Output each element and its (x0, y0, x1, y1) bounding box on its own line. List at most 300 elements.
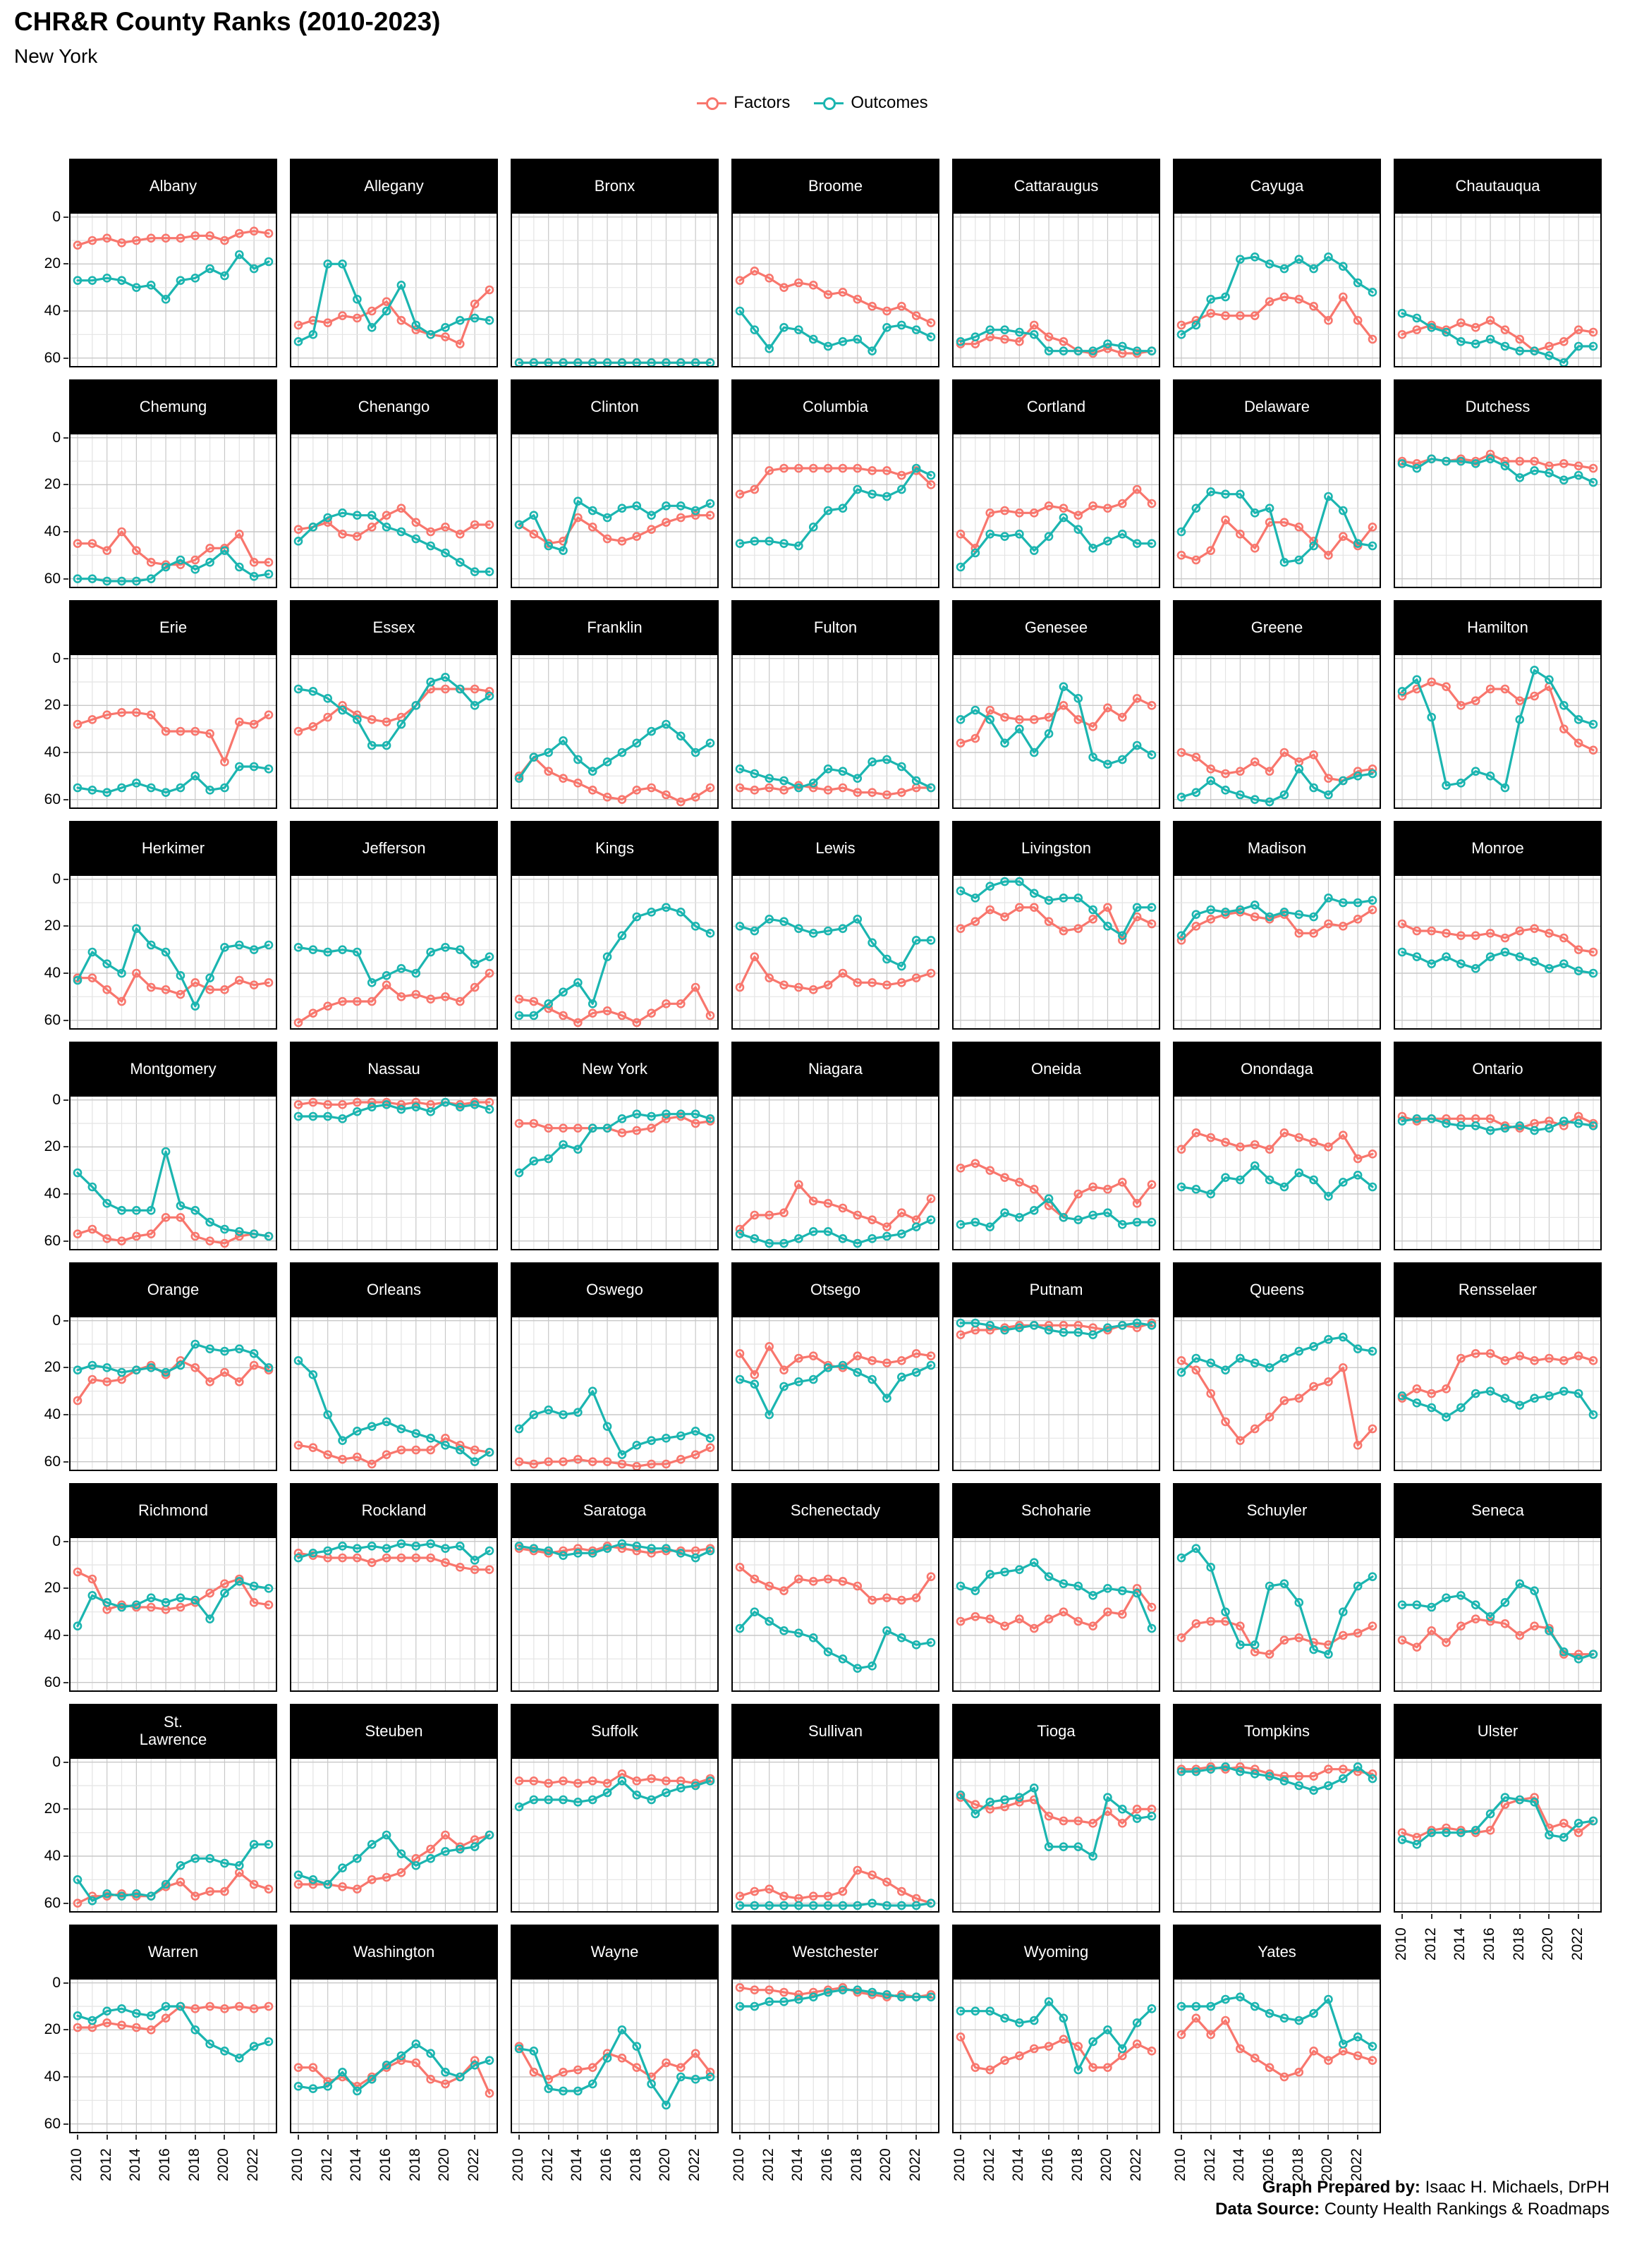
facet-title: Ulster (1394, 1704, 1602, 1757)
facet-lewis (731, 821, 939, 1030)
facet-title: Rensselaer (1394, 1262, 1602, 1316)
y-axis-label: 20 (44, 1359, 61, 1376)
facet-panel (290, 1095, 498, 1250)
y-axis-tick (63, 1414, 68, 1415)
facet-kings (511, 821, 719, 1030)
facet-panel (69, 1757, 277, 1913)
x-axis-label: 2014 (789, 2148, 806, 2181)
facet-panel (952, 654, 1160, 809)
y-axis-tick (63, 1367, 68, 1368)
y-axis-label: 0 (52, 1974, 61, 1991)
x-axis-tick (518, 2135, 520, 2140)
x-axis-label: 2018 (185, 2148, 202, 2181)
facet-rensselaer (1394, 1262, 1602, 1471)
x-axis-label: 2020 (1098, 2148, 1115, 2181)
x-axis-tick (798, 2135, 799, 2140)
x-axis-tick (739, 2135, 741, 2140)
facet-title: Wyoming (952, 1925, 1160, 1978)
x-axis-label: 2010 (68, 2148, 85, 2181)
x-axis-label: 2016 (377, 2148, 394, 2181)
y-axis-tick (63, 752, 68, 753)
facet-title: Greene (1173, 600, 1381, 654)
y-axis-tick (63, 484, 68, 485)
y-axis-label: 40 (44, 744, 61, 760)
x-axis-label: 2022 (1569, 1927, 1586, 1961)
facet-wyoming (952, 1925, 1160, 2133)
x-axis-label: 2016 (819, 2148, 836, 2181)
y-axis-label: 60 (44, 1011, 61, 1028)
facet-dutchess (1394, 379, 1602, 588)
x-axis-label: 2014 (1010, 2148, 1027, 2181)
x-axis-tick (415, 2135, 417, 2140)
y-axis-tick (63, 358, 68, 359)
facet-panel (69, 1978, 277, 2133)
x-axis-tick (356, 2135, 358, 2140)
facet-jefferson (290, 821, 498, 1030)
x-axis-tick (827, 2135, 829, 2140)
y-axis-tick (63, 2076, 68, 2078)
facet-bronx (511, 159, 719, 367)
facet-chautauqua (1394, 159, 1602, 367)
facet-onondaga (1173, 1042, 1381, 1250)
facet-panel (511, 433, 719, 588)
facet-title: Fulton (731, 600, 939, 654)
facet-title: Allegany (290, 159, 498, 212)
facet-panel (1173, 212, 1381, 367)
facet-panel (290, 1316, 498, 1471)
y-axis-label: 60 (44, 349, 61, 366)
x-axis-label: 2020 (215, 2148, 232, 2181)
facet-queens (1173, 1262, 1381, 1471)
y-axis-tick (63, 1461, 68, 1463)
x-axis-tick (224, 2135, 225, 2140)
x-axis-label: 2014 (348, 2148, 365, 2181)
y-axis-label: 0 (52, 1312, 61, 1329)
y-axis-tick (63, 531, 68, 532)
facet-title: Oneida (952, 1042, 1160, 1095)
facet-title: Onondaga (1173, 1042, 1381, 1095)
x-axis-tick (1357, 2135, 1358, 2140)
facet-title: Clinton (511, 379, 719, 433)
x-axis-label: 2016 (157, 2148, 174, 2181)
y-axis-label: 60 (44, 1232, 61, 1249)
x-axis-label: 2010 (951, 2148, 968, 2181)
facet-title: Monroe (1394, 821, 1602, 874)
facet-title: Madison (1173, 821, 1381, 874)
x-axis-label: 2018 (627, 2148, 644, 2181)
x-axis-tick (915, 2135, 917, 2140)
y-axis-label: 60 (44, 1453, 61, 1470)
facet-rockland (290, 1483, 498, 1692)
facet-schenectady (731, 1483, 939, 1692)
facet-tompkins (1173, 1704, 1381, 1913)
facet-title: Schoharie (952, 1483, 1160, 1537)
facet-panel (731, 1316, 939, 1471)
facet-panel (511, 1978, 719, 2133)
y-axis-label: 20 (44, 697, 61, 714)
facet-panel (731, 874, 939, 1030)
x-axis-tick (1107, 2135, 1108, 2140)
facet-title: Albany (69, 159, 277, 212)
x-axis-label: 2018 (406, 2148, 423, 2181)
y-axis-label: 20 (44, 1138, 61, 1155)
y-axis-label: 0 (52, 208, 61, 225)
facet-chemung (69, 379, 277, 588)
facet-title: Warren (69, 1925, 277, 1978)
facet-columbia (731, 379, 939, 588)
facet-title: Kings (511, 821, 719, 874)
y-axis-tick (63, 925, 68, 927)
y-axis-tick (63, 1587, 68, 1589)
facet-title: Genesee (952, 600, 1160, 654)
y-axis-label: 40 (44, 1627, 61, 1643)
x-axis-tick (1578, 1914, 1579, 1919)
footer-prepared-by: Graph Prepared by: Isaac H. Michaels, DrPH (1262, 2178, 1609, 2197)
facet-panel (1173, 654, 1381, 809)
facet-title: Suffolk (511, 1704, 719, 1757)
y-axis-tick (63, 217, 68, 218)
y-axis-tick (63, 879, 68, 880)
facet-title: Nassau (290, 1042, 498, 1095)
facet-panel (290, 874, 498, 1030)
y-axis-label: 40 (44, 1185, 61, 1202)
y-axis-tick (63, 310, 68, 312)
facet-panel (511, 1757, 719, 1913)
facet-panel (511, 1095, 719, 1250)
facet-putnam (952, 1262, 1160, 1471)
y-axis-tick (63, 1099, 68, 1101)
x-axis-label: 2012 (760, 2148, 777, 2181)
x-axis-label: 2012 (97, 2148, 114, 2181)
y-axis-label: 40 (44, 2068, 61, 2085)
x-axis-tick (1210, 2135, 1212, 2140)
footer-data-source: Data Source: County Health Rankings & Roadmaps (1215, 2200, 1609, 2219)
x-axis-tick (1269, 2135, 1270, 2140)
facet-title: Tioga (952, 1704, 1160, 1757)
x-axis-label: 2022 (1128, 2148, 1145, 2181)
facet-title: Washington (290, 1925, 498, 1978)
facet-cortland (952, 379, 1160, 588)
facet-title: Cayuga (1173, 159, 1381, 212)
facet-title: Westchester (731, 1925, 939, 1978)
facet-nassau (290, 1042, 498, 1250)
y-axis-label: 40 (44, 303, 61, 319)
facet-panel (731, 1978, 939, 2133)
facet-title: Livingston (952, 821, 1160, 874)
x-axis-tick (1327, 2135, 1329, 2140)
facet-sullivan (731, 1704, 939, 1913)
facet-title: Lewis (731, 821, 939, 874)
facet-title: St. Lawrence (69, 1704, 277, 1757)
x-axis-tick (1048, 2135, 1049, 2140)
facet-title: Tompkins (1173, 1704, 1381, 1757)
y-axis-tick (63, 1020, 68, 1021)
x-axis-label: 2016 (1260, 2148, 1277, 2181)
x-axis-label: 2018 (1510, 1927, 1527, 1961)
facet-schoharie (952, 1483, 1160, 1692)
y-axis-label: 20 (44, 2021, 61, 2038)
x-axis-tick (1490, 1914, 1491, 1919)
facet-panel (511, 654, 719, 809)
x-axis-tick (77, 2135, 78, 2140)
facet-panel (731, 1757, 939, 1913)
x-axis-tick (1136, 2135, 1138, 2140)
facet-tioga (952, 1704, 1160, 1913)
y-axis-label: 20 (44, 476, 61, 493)
x-axis-tick (1078, 2135, 1079, 2140)
y-axis-label: 20 (44, 255, 61, 272)
x-axis-label: 2022 (245, 2148, 262, 2181)
x-axis-label: 2016 (1481, 1927, 1498, 1961)
x-axis-tick (253, 2135, 255, 2140)
legend-entry-outcomes (814, 93, 927, 113)
y-axis-tick (63, 437, 68, 439)
facet-panel (1394, 874, 1602, 1030)
facet-title: Queens (1173, 1262, 1381, 1316)
facet-title: Bronx (511, 159, 719, 212)
x-axis-tick (1239, 2135, 1241, 2140)
y-axis-label: 20 (44, 917, 61, 934)
facet-title: Steuben (290, 1704, 498, 1757)
facet-title: Richmond (69, 1483, 277, 1537)
facet-herkimer (69, 821, 277, 1030)
x-axis-tick (106, 2135, 108, 2140)
facet-title: Niagara (731, 1042, 939, 1095)
facet-cattaraugus (952, 159, 1160, 367)
x-axis-tick (444, 2135, 446, 2140)
x-axis-tick (1460, 1914, 1461, 1919)
facet-title: Wayne (511, 1925, 719, 1978)
page-title: CHR&R County Ranks (2010-2023) (14, 7, 441, 36)
y-axis-label: 60 (44, 1673, 61, 1690)
x-axis-tick (1298, 2135, 1300, 2140)
facet-title: New York (511, 1042, 719, 1095)
facet-orange (69, 1262, 277, 1471)
x-axis-label: 2012 (539, 2148, 556, 2181)
x-axis-tick (1018, 2135, 1020, 2140)
facet-oswego (511, 1262, 719, 1471)
facet-panel (511, 1537, 719, 1692)
x-axis-tick (195, 2135, 196, 2140)
facet-title: Rockland (290, 1483, 498, 1537)
facet-panel (511, 1316, 719, 1471)
facet-panel (952, 1316, 1160, 1471)
x-axis-label: 2010 (289, 2148, 305, 2181)
facet-chenango (290, 379, 498, 588)
facet-panel (69, 1095, 277, 1250)
y-axis-label: 0 (52, 429, 61, 446)
y-axis-tick (63, 799, 68, 800)
facet-title: Orange (69, 1262, 277, 1316)
facet-panel (1173, 1095, 1381, 1250)
facet-panel (290, 1978, 498, 2133)
facet-genesee (952, 600, 1160, 809)
x-axis-label: 2014 (1451, 1927, 1468, 1961)
facet-title: Herkimer (69, 821, 277, 874)
y-axis-tick (63, 658, 68, 659)
facet-panel (69, 654, 277, 809)
facet-panel (731, 433, 939, 588)
x-axis-label: 2018 (1289, 2148, 1306, 2181)
facet-panel (1394, 212, 1602, 367)
x-axis-label: 2014 (127, 2148, 144, 2181)
x-axis-label: 2010 (1393, 1927, 1409, 1961)
facet-new-york (511, 1042, 719, 1250)
facet-panel (69, 1316, 277, 1471)
facet-title: Ontario (1394, 1042, 1602, 1095)
y-axis-label: 40 (44, 523, 61, 539)
facet-panel (952, 1757, 1160, 1913)
y-axis-label: 20 (44, 1580, 61, 1597)
y-axis-tick (63, 1855, 68, 1857)
facet-title: Dutchess (1394, 379, 1602, 433)
x-axis-label: 2020 (877, 2148, 894, 2181)
facet-panel (69, 874, 277, 1030)
facet-panel (952, 212, 1160, 367)
y-axis-tick (63, 1982, 68, 1984)
facet-greene (1173, 600, 1381, 809)
facet-panel (1173, 1757, 1381, 1913)
facet-title: Schuyler (1173, 1483, 1381, 1537)
facet-title: Erie (69, 600, 277, 654)
y-axis-label: 60 (44, 2115, 61, 2132)
x-axis-tick (695, 2135, 696, 2140)
x-axis-label: 2012 (1201, 2148, 1218, 2181)
x-axis-label: 2016 (598, 2148, 615, 2181)
facet-title: Otsego (731, 1262, 939, 1316)
y-axis-tick (63, 1146, 68, 1147)
facet-title: Cattaraugus (952, 159, 1160, 212)
y-axis-tick (63, 1635, 68, 1636)
facet-panel (1394, 1095, 1602, 1250)
x-axis-tick (298, 2135, 299, 2140)
y-axis-label: 40 (44, 1848, 61, 1864)
x-axis-label: 2012 (980, 2148, 997, 2181)
facet-panel (952, 1978, 1160, 2133)
facet-panel (69, 433, 277, 588)
x-axis-label: 2018 (848, 2148, 865, 2181)
facet-panel (290, 1757, 498, 1913)
x-axis-label: 2018 (1069, 2148, 1085, 2181)
x-axis-label: 2020 (1540, 1927, 1557, 1961)
facet-panel (1173, 1537, 1381, 1692)
facet-monroe (1394, 821, 1602, 1030)
y-axis-tick (63, 263, 68, 264)
x-axis-tick (1181, 2135, 1182, 2140)
x-axis-tick (857, 2135, 858, 2140)
x-axis-tick (1431, 1914, 1432, 1919)
x-axis-label: 2022 (686, 2148, 703, 2181)
x-axis-label: 2010 (731, 2148, 747, 2181)
facet-panel (952, 1095, 1160, 1250)
facet-title: Oswego (511, 1262, 719, 1316)
facet-panel (511, 874, 719, 1030)
facet-cayuga (1173, 159, 1381, 367)
factors-line-icon (697, 96, 726, 110)
y-axis-label: 40 (44, 965, 61, 981)
facet-delaware (1173, 379, 1381, 588)
facet-franklin (511, 600, 719, 809)
x-axis-label: 2010 (510, 2148, 526, 2181)
facet-clinton (511, 379, 719, 588)
facet-fulton (731, 600, 939, 809)
y-axis-label: 60 (44, 791, 61, 807)
facet-panel (1173, 1978, 1381, 2133)
x-axis-tick (990, 2135, 991, 2140)
y-axis-label: 0 (52, 1532, 61, 1549)
x-axis-label: 2020 (657, 2148, 674, 2181)
y-axis-label: 0 (52, 650, 61, 666)
facet-panel (1394, 654, 1602, 809)
facet-steuben (290, 1704, 498, 1913)
x-axis-tick (886, 2135, 887, 2140)
x-axis-tick (607, 2135, 608, 2140)
facet-panel (1173, 1316, 1381, 1471)
facet-title: Broome (731, 159, 939, 212)
facet-st-lawrence (69, 1704, 277, 1913)
facet-broome (731, 159, 939, 367)
x-axis-label: 2022 (1349, 2148, 1365, 2181)
x-axis-label: 2022 (465, 2148, 482, 2181)
facet-westchester (731, 1925, 939, 2133)
x-axis-tick (474, 2135, 475, 2140)
facet-seneca (1394, 1483, 1602, 1692)
y-axis-label: 40 (44, 1406, 61, 1422)
facet-title: Columbia (731, 379, 939, 433)
y-axis-label: 0 (52, 1753, 61, 1770)
x-axis-label: 2012 (318, 2148, 335, 2181)
facet-panel (69, 212, 277, 367)
x-axis-tick (665, 2135, 667, 2140)
facet-allegany (290, 159, 498, 367)
x-axis-tick (1519, 1914, 1521, 1919)
facet-panel (1173, 433, 1381, 588)
x-axis-label: 2016 (1040, 2148, 1057, 2181)
facet-yates (1173, 1925, 1381, 2133)
facet-orleans (290, 1262, 498, 1471)
facet-panel (952, 1537, 1160, 1692)
y-axis-tick (63, 1808, 68, 1810)
facet-panel (290, 433, 498, 588)
facet-essex (290, 600, 498, 809)
outcomes-line-icon (814, 96, 844, 110)
facet-panel (511, 212, 719, 367)
x-axis-label: 2020 (436, 2148, 453, 2181)
facet-panel (1394, 433, 1602, 588)
y-axis-tick (63, 2029, 68, 2030)
y-axis-tick (63, 1762, 68, 1763)
facet-panel (731, 1095, 939, 1250)
y-axis-tick (63, 1193, 68, 1195)
x-axis-label: 2014 (1231, 2148, 1248, 2181)
facet-title: Hamilton (1394, 600, 1602, 654)
facet-title: Delaware (1173, 379, 1381, 433)
x-axis-tick (769, 2135, 770, 2140)
y-axis-tick (63, 1240, 68, 1242)
facet-ontario (1394, 1042, 1602, 1250)
facet-warren (69, 1925, 277, 2133)
facet-title: Chautauqua (1394, 159, 1602, 212)
facet-ulster (1394, 1704, 1602, 1913)
facet-schuyler (1173, 1483, 1381, 1692)
y-axis-tick (63, 705, 68, 706)
y-axis-tick (63, 2123, 68, 2125)
facet-title: Putnam (952, 1262, 1160, 1316)
facet-panel (290, 654, 498, 809)
facet-albany (69, 159, 277, 367)
facet-wayne (511, 1925, 719, 2133)
x-axis-tick (636, 2135, 638, 2140)
